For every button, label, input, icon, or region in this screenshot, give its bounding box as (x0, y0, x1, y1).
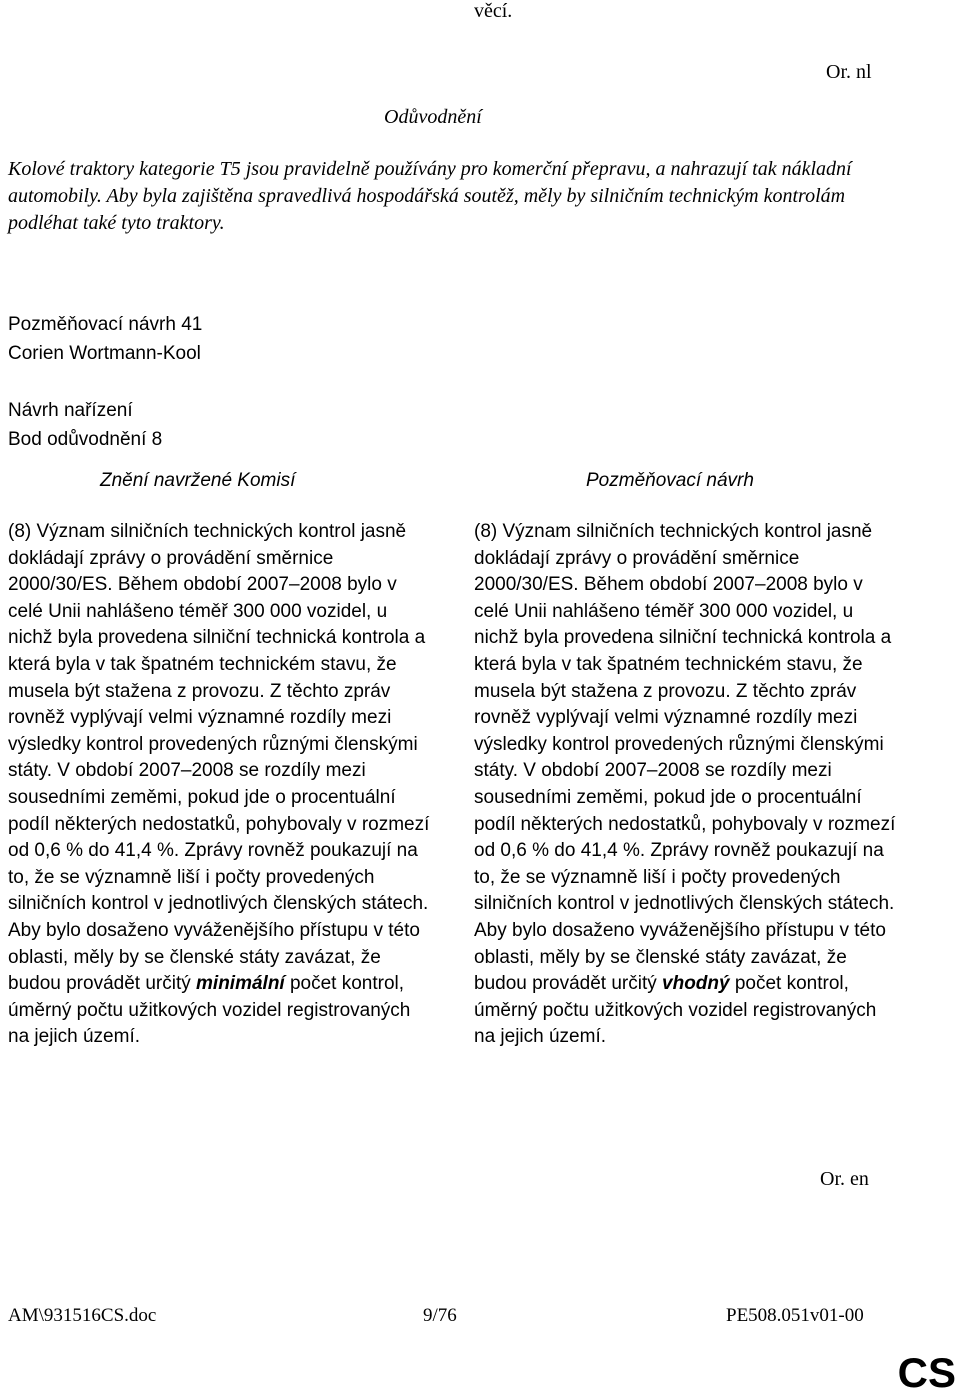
commission-text-end: počet kontrol, úměrný počtu užitkových vozidel registrovaných na jejich území. (8, 973, 411, 1048)
original-language-bottom: Or. en (820, 1168, 869, 1190)
footer-document-reference: AM\931516CS.doc (8, 1305, 157, 1326)
justification-text (8, 156, 878, 237)
commission-text-paragraph (8, 519, 433, 1051)
amendment-text-end: počet kontrol, úměrný počtu užitkových vozidel registrovaných na jejich území. (474, 973, 877, 1048)
commission-text-column (8, 519, 433, 1051)
amendment-text-paragraph (474, 519, 899, 1051)
original-language-top: Or. nl (826, 61, 872, 83)
justification-paragraph: Kolové traktory kategorie T5 jsou pravidelně používány pro komerční přepravu, a nahrazují tak nákladní automobily. Aby byla zajištěna spravedlivá hospodářská soutěž, měly by silničním technickým kontrolám podléhat také tyto traktory. (8, 158, 852, 234)
recital-reference: Bod odůvodnění 8 (8, 429, 163, 450)
amendment-text-changed-word: vhodný (662, 973, 730, 995)
commission-text-header: Znění navržené Komisí (100, 470, 296, 491)
amendment-column-header: Pozměňovací návrh (586, 470, 754, 491)
amendment-text-start: (8) Význam silničních technických kontrol jasně dokládají zprávy o provádění směrnice 2000/30/ES. Během období 2007–2008 bylo v celé Unii nahlášeno téměř 300 000 vozidel, u nichž byla provedena silniční technická kontrola a která byla v tak špatném technickém stavu, že musela být stažena z provozu. Z těchto zpráv rovněž vyplývají velmi významné rozdíly mezi výsledky kontrol provedených různými členskými státy. V období 2007–2008 se rozdíly mezi sousedními zeměmi, pokud jde o procentuální podíl některých nedostatků, pohybovaly v rozmezí od 0,6 % do 41,4 %. Zprávy rovněž poukazují na to, že se významně liší i počty provedených silničních kontrol v jednotlivých členských státech. Aby bylo dosaženo vyváženějšího přístupu v této oblasti, měly by se členské státy zavázat, že budou provádět určitý (474, 521, 896, 995)
language-code-mark: CS (897, 1349, 956, 1396)
previous-page-fragment: věcí. (474, 0, 513, 22)
justification-title: Odůvodnění (384, 106, 482, 128)
commission-text-start: (8) Význam silničních technických kontrol jasně dokládají zprávy o provádění směrnice 2000/30/ES. Během období 2007–2008 bylo v celé Unii nahlášeno téměř 300 000 vozidel, u nichž byla provedena silniční technická kontrola a která byla v tak špatném technickém stavu, že musela být stažena z provozu. Z těchto zpráv rovněž vyplývají velmi významné rozdíly mezi výsledky kontrol provedených různými členskými státy. V období 2007–2008 se rozdíly mezi sousedními zeměmi, pokud jde o procentuální podíl některých nedostatků, pohybovaly v rozmezí od 0,6 % do 41,4 %. Zprávy rovněž poukazují na to, že se významně liší i počty provedených silničních kontrol v jednotlivých členských státech. Aby bylo dosaženo vyváženějšího přístupu v této oblasti, měly by se členské státy zavázat, že budou provádět určitý (8, 521, 430, 995)
commission-text-changed-word: minimální (196, 973, 285, 995)
proposal-title: Návrh nařízení (8, 400, 133, 421)
footer-pe-reference: PE508.051v01-00 (726, 1305, 864, 1326)
amendment-author: Corien Wortmann-Kool (8, 343, 201, 364)
amendment-number: Pozměňovací návrh 41 (8, 314, 203, 335)
amendment-header (8, 310, 202, 454)
amendment-text-column (474, 519, 899, 1051)
footer-page-number: 9/76 (423, 1305, 457, 1326)
